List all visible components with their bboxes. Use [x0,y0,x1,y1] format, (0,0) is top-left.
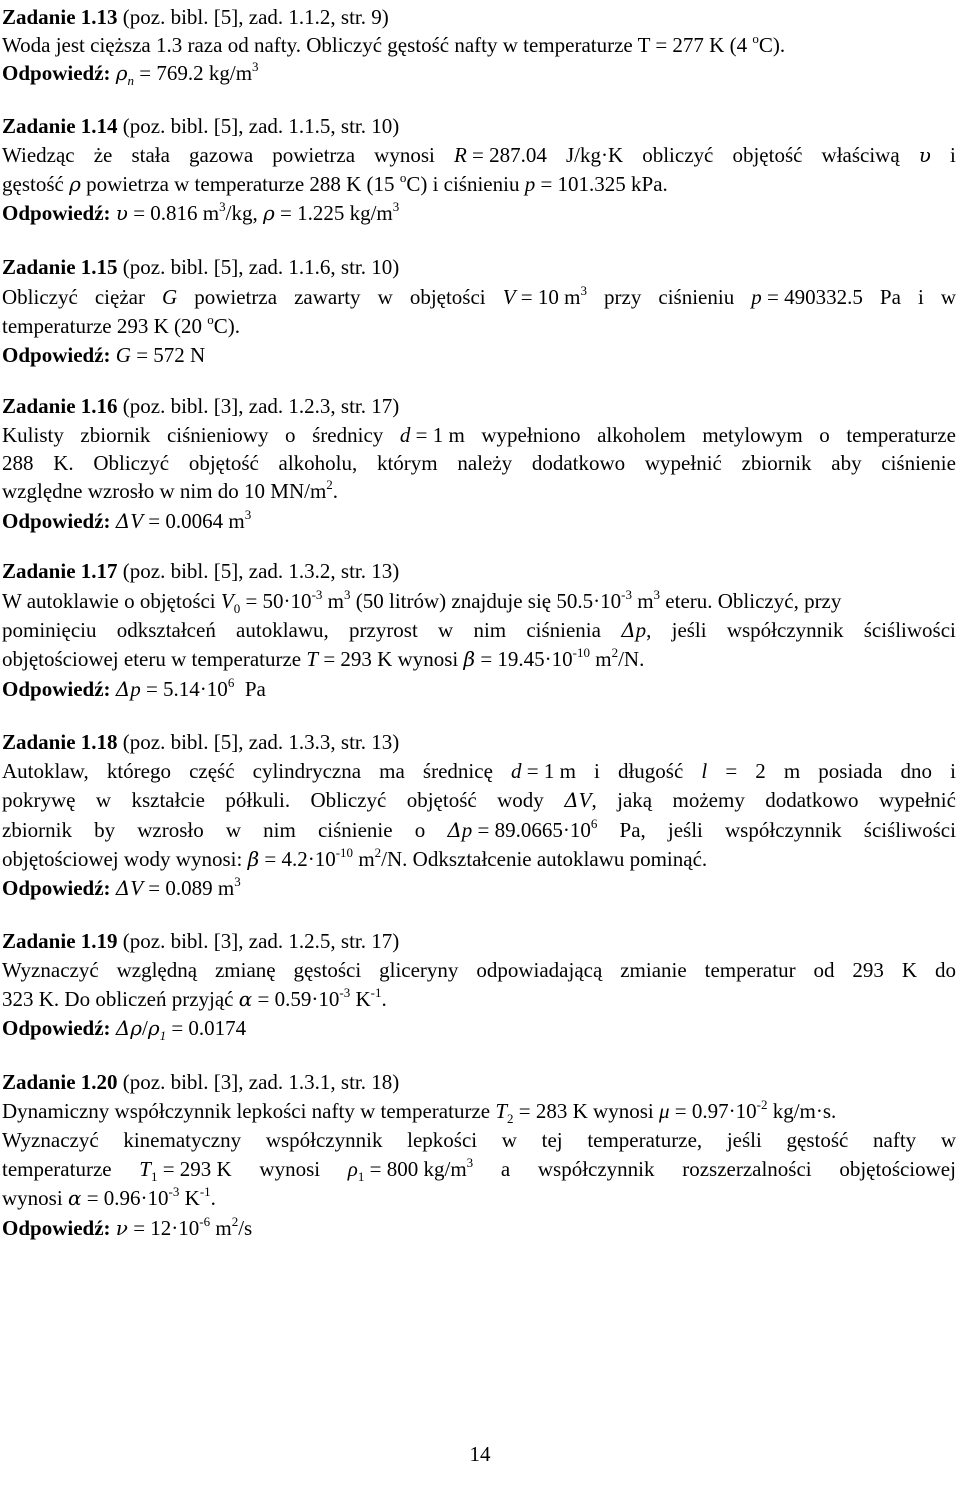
task-title: Zadanie 1.17 [2,559,118,583]
task-text-line: Wyznaczyć względną zmianę gęstości gliceryny odpowiadającą zmianie temperatur od 293 K do [2,958,956,982]
task-text-line: objętościowej eteru w temperaturze T = 293 K wynosi $\beta = 19.45\cdot 10^{-10}$ $m^2/N$. [2,645,645,671]
task-title: Zadanie 1.14 [2,114,118,138]
answer-value: $\nu = 12\cdot 10^{-6}$ $m^2/s$ [115,1214,253,1240]
task-text-line: zbiornik by wzrosło w nim ciśnienie o $\Delta p = 89.0665\cdot 10^6$ Pa, jeśli współczynnik ściśliwości [2,816,956,842]
answer-line [2,59,956,87]
task-header [2,392,956,420]
task-text-line: W autoklawie o objętości $V_0 = 50\cdot 10^{-3}$ $m^3$ (50 litrów) znajduje się $50.5\cdot 10^{-3}$ $m^3$ eteru. Obliczyć, przy [2,587,842,616]
task-text-line: temperaturze 293 K (20 $^o$C). [2,312,241,338]
task-reference: (poz. bibl. [5], zad. 1.3.3, str. 13) [122,730,400,754]
task-header [2,1068,956,1096]
task-text-line: Autoklaw, którego część cylindryczna ma średnicę d = 1 m i długość l = 2 m posiada dno i [2,759,956,783]
task-title: Zadanie 1.16 [2,394,118,418]
task-text-line: wynosi $\alpha = 0.96\cdot 10^{-3}$ $K^{-1}$. [2,1184,216,1210]
answer-label: Odpowiedź: [2,677,111,701]
task-text-line: 323 K. Do obliczeń przyjąć $\alpha = 0.59\cdot 10^{-3}$ $K^{-1}$. [2,985,387,1011]
task-text-line: pominięciu odkształceń autoklawu, przyrost w nim ciśnienia Δp, jeśli współczynnik ściśliwości [2,618,956,642]
answer-value: $\Delta p = 5.14\cdot 10^6$ Pa [115,675,266,701]
task-text-line: Woda jest cięższa 1.3 raza od nafty. Obliczyć gęstość nafty w temperaturze T = 277 K (4 $^o$C). [2,31,786,57]
answer-label: Odpowiedź: [2,876,111,900]
task-title: Zadanie 1.15 [2,255,118,279]
answer-value: ΔV = 0.0064 $m^3$ [115,507,252,533]
task-reference: (poz. bibl. [5], zad. 1.1.6, str. 10) [122,255,400,279]
task-text-line: Obliczyć ciężar G powietrza zawarty w objętości V = 10 $m^3$ przy ciśnieniu p = 490332.5 Pa i w [2,283,956,309]
answer-label: Odpowiedź: [2,1216,111,1240]
answer-line [2,874,956,902]
answer-label: Odpowiedź: [2,509,111,533]
task-reference: (poz. bibl. [5], zad. 1.1.2, str. 9) [122,5,389,29]
task-text-line: Dynamiczny współczynnik lepkości nafty w temperaturze $T_2 = 283$ K wynosi $\mu = 0.97\cdot 10^{-2}$ kg/m·s. [2,1097,837,1126]
task-reference: (poz. bibl. [3], zad. 1.2.5, str. 17) [122,929,400,953]
answer-label: Odpowiedź: [2,1016,111,1040]
answer-line [2,341,956,369]
answer-value: ΔV = 0.089 $m^3$ [115,874,241,900]
task-header [2,557,956,585]
task-text-line: gęstość ρ powietrza w temperaturze 288 K (15 $^o$C) i ciśnieniu p = 101.325 kPa. [2,170,668,196]
task-reference: (poz. bibl. [3], zad. 1.2.3, str. 17) [122,394,400,418]
task-reference: (poz. bibl. [5], zad. 1.3.2, str. 13) [122,559,400,583]
task-text-line: Wyznaczyć kinematyczny współczynnik lepkości w tej temperaturze, jeśli gęstość nafty w [2,1128,956,1152]
task-text-line: względne wzrosło w nim do 10 $MN/m^2$. [2,477,339,503]
task-text-line: objętościowej wody wynosi: $\beta = 4.2\cdot 10^{-10}$ $m^2/N$. Odkształcenie autoklawu pominąć. [2,845,708,871]
page-number: 14 [469,1442,491,1466]
task-reference: (poz. bibl. [5], zad. 1.1.5, str. 10) [122,114,400,138]
answer-line [2,675,956,703]
task-header [2,112,956,140]
task-text-line: 288 K. Obliczyć objętość alkoholu, którym należy dodatkowo wypełnić zbiornik aby ciśnienie [2,451,956,475]
answer-label: Odpowiedź: [2,343,111,367]
answer-line [2,1014,956,1042]
task-text-line: temperaturze $T_1 = 293$ K wynosi $\rho_1 = 800$ $kg/m^3$ a współczynnik rozszerzalności objętościowej [2,1155,956,1184]
task-reference: (poz. bibl. [3], zad. 1.3.1, str. 18) [122,1070,400,1094]
answer-value: $\rho_n = 769.2$ $kg/m^3$ [115,59,259,88]
task-text-line: Wiedząc że stała gazowa powietrza wynosi R = 287.04 J/kg·K obliczyć objętość właściwą υ i [2,143,956,167]
task-title: Zadanie 1.18 [2,730,118,754]
task-header [2,253,956,281]
task-header [2,728,956,756]
task-header [2,3,956,31]
answer-line [2,507,956,535]
answer-line [2,199,956,227]
task-title: Zadanie 1.20 [2,1070,118,1094]
answer-label: Odpowiedź: [2,61,111,85]
task-title: Zadanie 1.13 [2,5,118,29]
answer-line [2,1214,956,1242]
answer-value: G = 572 N [115,343,206,367]
task-title: Zadanie 1.19 [2,929,118,953]
task-text-line: pokrywę w kształcie półkuli. Obliczyć objętość wody ΔV, jaką możemy dodatkowo wypełnić [2,788,956,812]
answer-value: υ = 0.816 $m^3/kg$, ρ = 1.225 $kg/m^3$ [115,199,400,225]
task-header [2,927,956,955]
answer-value: $\Delta\rho/\rho_1 = 0.0174$ [115,1016,247,1043]
answer-label: Odpowiedź: [2,201,111,225]
task-text-line: Kulisty zbiornik ciśnieniowy o średnicy d = 1 m wypełniono alkoholem metylowym o temperaturze [2,423,956,447]
